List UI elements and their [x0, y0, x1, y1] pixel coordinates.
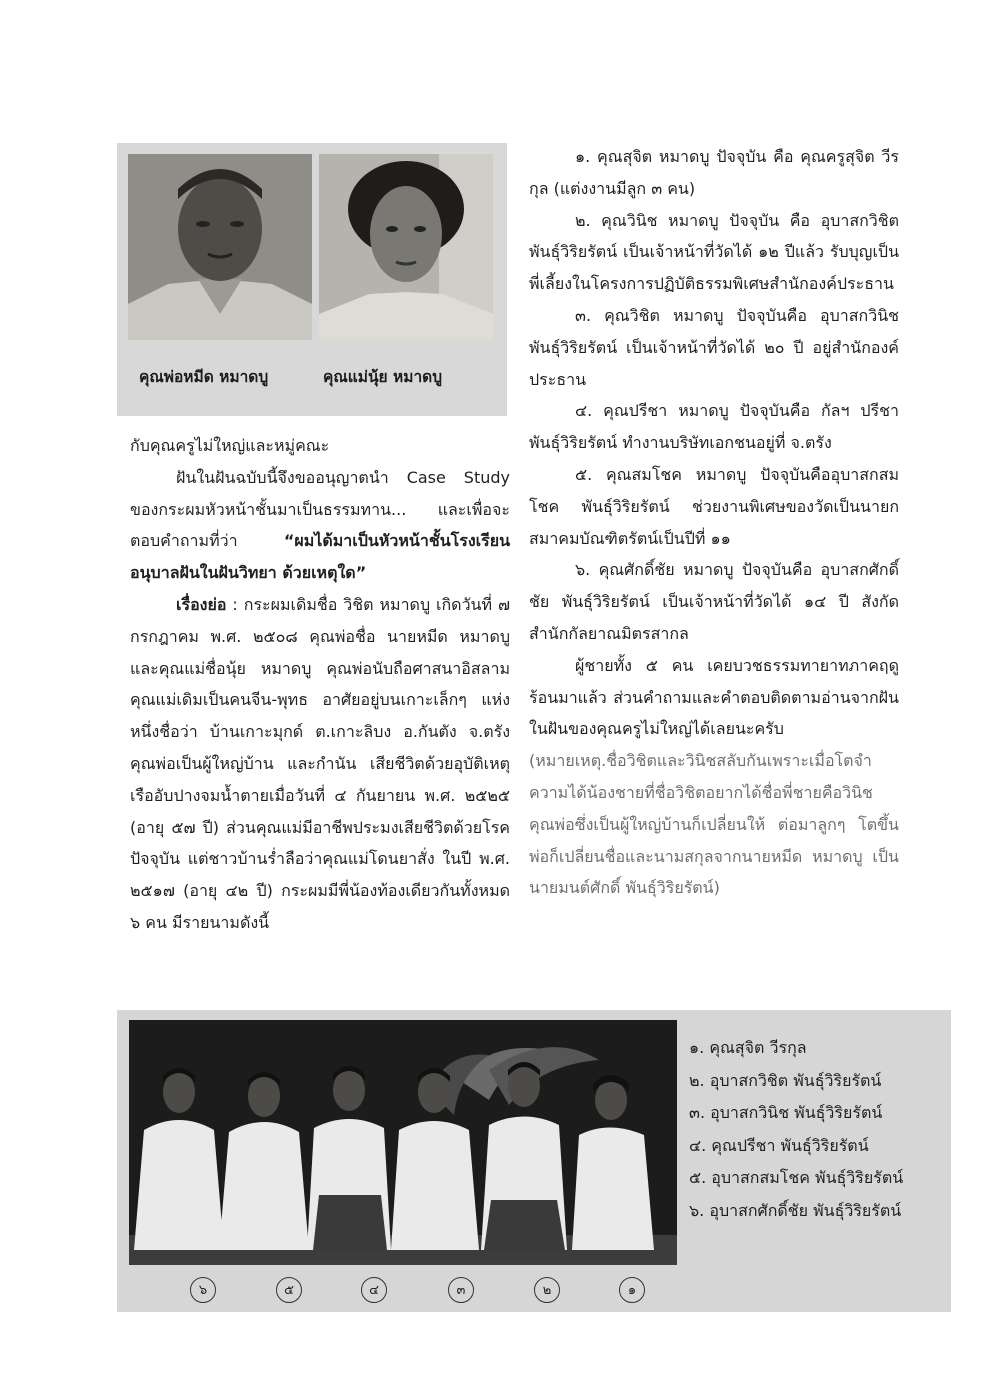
position-number: ๑	[619, 1277, 645, 1303]
siblings-group-photo	[129, 1020, 677, 1265]
position-number: ๓	[448, 1277, 474, 1303]
list-item: ๒. อุบาสกวิชิต พันธุ์วิริยรัตน์	[689, 1070, 882, 1090]
story-text: : กระผมเดิมชื่อ วิชิต หมาดบู เกิดวันที่ ๗ กรกฎาคม พ.ศ. ๒๕๐๘ คุณพ่อชื่อ นายหมีด หมาดบู และคุณแม่ชื่อนุ้ย หมาดบู คุณพ่อนับถือศาสนาอิสลาม คุณแม่เดิมเป็นคนจีน-พุทธ อาศัยอยู่บนเกาะเล็กๆ แห่งหนึ่งชื่อว่า บ้านเกาะมุกด์ ต.เกาะลิบง อ.กันตัง จ.ตรัง คุณพ่อเป็นผู้ใหญ่บ้าน และกำนัน เสียชีวิตด้วยอุบัติเหตุเรืออับปางจมน้ำตายเมื่อวันที่ ๔ กันยายน พ.ศ. ๒๕๒๕ (อายุ ๕๗ ปี) ส่วนคุณแม่มีอาชีพประมงเสียชีวิตด้วยโรคปัจจุบัน แต่ชาวบ้านร่ำลือว่าคุณแม่โดนยาสั่ง ในปี พ.ศ. ๒๕๑๗ (อายุ ๔๒ ปี) กระผมมีพี่น้องท้องเดียวกันทั้งหมด ๖ คน มีรายนามดังนี้	[130, 594, 510, 932]
left-column-text	[130, 430, 510, 939]
story-label: เรื่องย่อ	[176, 594, 227, 614]
position-number: ๒	[534, 1277, 560, 1303]
paragraph-intro: กับคุณครูไม่ใหญ่และหมู่คณะ	[130, 436, 330, 455]
sibling-item-6: ๖. คุณศักดิ์ชัย หมาดบู ปัจจุบันคือ อุบาสกศักดิ์ชัย พันธุ์วิริยรัตน์ เป็นเจ้าหน้าที่วัดได้ ๑๔ ปี สังกัดสำนักกัลยาณมิตรสากล	[529, 560, 899, 643]
case-study-question: “ผมได้มาเป็นหัวหน้าชั้นโรงเรียนอนุบาลฝันในฝันวิทยา ด้วยเหตุใด”	[130, 531, 510, 583]
sibling-item-2: ๒. คุณวินิช หมาดบู ปัจจุบัน คือ อุบาสกวิชิต พันธุ์วิริยรัตน์ เป็นเจ้าหน้าที่วัดได้ ๑๒ ปีแล้ว รับบุญเป็นพี่เลี้ยงในโครงการปฏิบัติธรรมพิเศษสำนักองค์ประธาน	[529, 210, 899, 294]
position-number: ๔	[361, 1277, 387, 1303]
siblings-names-list	[689, 1032, 939, 1227]
position-number: ๖	[190, 1277, 216, 1303]
footnote: (หมายเหตุ.ชื่อวิชิตและวินิชสลับกันเพราะเมื่อโตจำความได้น้องชายที่ชื่อวิชิตอยากได้ชื่อพี่ชายคือวินิช คุณพ่อซึ่งเป็นผู้ใหญ่บ้านก็เปลี่ยนให้ ต่อมาลูกๆ โตขึ้นพ่อก็เปลี่ยนชื่อและนามสกุลจากนายหมีด หมาดบู เป็นนายมนต์ศักดิ์ พันธุ์วิริยรัตน์)	[529, 751, 899, 898]
siblings-photo-box	[117, 1010, 951, 1312]
father-caption: คุณพ่อหมีด หมาดบู	[139, 368, 269, 386]
list-item: ๖. อุบาสกศักดิ์ชัย พันธุ์วิริยรัตน์	[689, 1200, 902, 1220]
position-number: ๕	[276, 1277, 302, 1303]
father-portrait-photo	[128, 154, 312, 340]
case-study-text: ฝันในฝันฉบับนี้จึงขออนุญาตนำ Case Study ของกระผมหัวหน้าชั้นมาเป็นธรรมทาน... และเพื่อจะตอบคำถามที่ว่า	[130, 467, 510, 551]
parents-portrait-box	[117, 143, 507, 416]
closing-paragraph: ผู้ชายทั้ง ๕ คน เคยบวชธรรมทายาทภาคฤดูร้อนมาแล้ว ส่วนคำถามและคำตอบติดตามอ่านจากฝันในฝันของคุณครูไม่ใหญ่ได้เลยนะครับ	[529, 655, 899, 739]
list-item: ๕. อุบาสกสมโชค พันธุ์วิริยรัตน์	[689, 1168, 904, 1187]
sibling-item-5: ๕. คุณสมโชค หมาดบู ปัจจุบันคืออุบาสกสมโชค พันธุ์วิริยรัตน์ ช่วยงานพิเศษของวัดเป็นนายกสมาคมบัณฑิตรัตน์เป็นปีที่ ๑๑	[529, 464, 899, 548]
paragraph-case-study	[130, 462, 510, 589]
sibling-item-3: ๓. คุณวิชิต หมาดบู ปัจจุบันคือ อุบาสกวินิช พันธุ์วิริยรัตน์ เป็นเจ้าหน้าที่วัดได้ ๒๐ ปี อยู่สำนักองค์ประธาน	[529, 305, 899, 389]
paragraph-story	[130, 589, 510, 939]
list-item: ๔. คุณปรีชา พันธุ์วิริยรัตน์	[689, 1135, 869, 1155]
mother-caption: คุณแม่นุ้ย หมาดบู	[323, 368, 443, 386]
mother-portrait-photo	[319, 154, 493, 340]
list-item: ๑. คุณสุจิต วีรกุล	[689, 1038, 807, 1057]
sibling-item-1: ๑. คุณสุจิต หมาดบู ปัจจุบัน คือ คุณครูสุจิต วีรกุล (แต่งงานมีลูก ๓ คน)	[529, 147, 899, 198]
list-item: ๓. อุบาสกวินิช พันธุ์วิริยรัตน์	[689, 1103, 883, 1122]
sibling-item-4: ๔. คุณปรีชา หมาดบู ปัจจุบันคือ กัลฯ ปรีชา พันธุ์วิริยรัตน์ ทำงานบริษัทเอกชนอยู่ที่ จ.ตรัง	[529, 401, 899, 453]
position-numbers-row	[129, 1265, 677, 1312]
right-column-text	[529, 141, 899, 904]
